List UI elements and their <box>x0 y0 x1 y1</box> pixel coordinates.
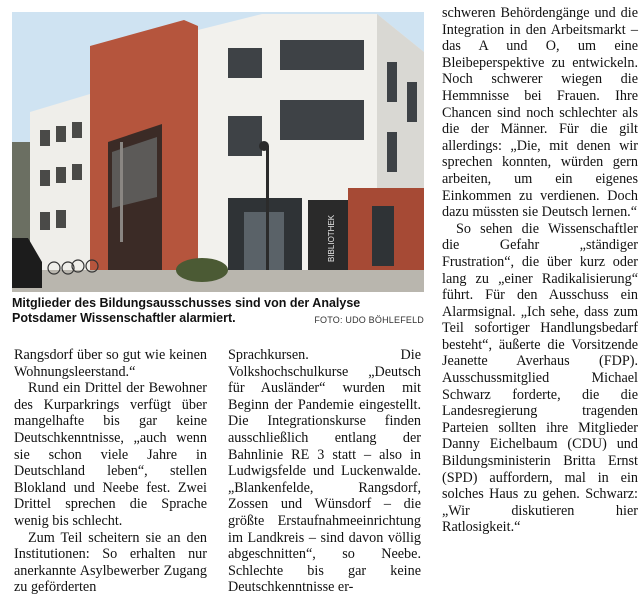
photo-caption: Mitglieder des Bildungsausschusses sind von der Analyse Potsdamer Wissenschaftler alarmiert. <box>12 296 361 325</box>
photo-credit: FOTO: UDO BÖHLEFELD <box>314 315 424 325</box>
text-column-3 <box>442 5 638 536</box>
left-building <box>30 94 90 274</box>
bush <box>176 258 228 282</box>
article-photo <box>12 12 424 292</box>
library-sign-text: BIBLIOTHEK <box>327 214 336 262</box>
library-building-illustration <box>12 12 424 292</box>
paragraph: Rund ein Drittel der Bewohner des Kurparkrings verfügt über mangelhafte bis gar keine Deutschkenntnisse, „auch wenn sie schon viele Jahre in Deutschland leben“, stellen Blokland und Neebe fest. Zwei Drittel sprechen die Sprache wenig bis schlecht. <box>14 380 207 529</box>
paragraph: schweren Behördengänge und die Integration in den Arbeitsmarkt – das A und O, um eine Bleibeperspektive zu entwickeln. Noch schwerer wiegen die Hemmnisse bei Frauen. Ihre Chancen sind noch schlechter als die der Männer. Für die gilt allerdings: „Die, mit denen wir sprechen konnten, würden gern arbeiten, um ein eigenes Einkommen zu verdienen. Doch dazu müssten sie Deutsch lernen.“ <box>442 5 638 221</box>
paragraph: Sprachkursen. Die Volkshochschulkurse „Deutsch für Ausländer“ wurden mit Beginn der Pandemie eingestellt. Die Integrationskurse finden ausschließlich entlang der Bahnlinie RE 3 statt – also in Ludwigsfelde und Luckenwalde. „Blankenfelde, Rangsdorf, Zossen und Wünsdorf – die größte Erstaufnahmeeinrichtung im Landkreis – sind davon völlig abgeschnitten“, so Neebe. Schlechte bis gar keine Deutschkenntnisse er- <box>228 347 421 596</box>
text-column-2 <box>228 347 421 596</box>
paragraph: So sehen die Wissenschaftler die Gefahr „ständiger Frustration“, die über kurz oder lang zu „einer Radikalisierung“ führt. Für den Ausschuss ein Alarmsignal. „Ich sehe, dass zum Teil sofortiger Handlungsbedarf besteht“, äußerte die Vorsitzende Jeanette Averhaus (FDP). Ausschussmitglied Michael Schwarz forderte, die die Landesregierung tragenden Parteien sollten ihre Mitglieder Danny Eichelbaum (CDU) und Bildungsministerin Britta Ernst (SPD) auffordern, mal in ein solches Haus zu gehen. Schwarz: „Wir diskutieren hier Ratlosigkeit.“ <box>442 220 638 536</box>
paragraph: Zum Teil scheitern sie an den Institutionen: So erhalten nur anerkannte Asylbewerber Zugang zu geförderten <box>14 529 207 596</box>
paragraph: Rangsdorf über so gut wie keinen Wohnungsleerstand.“ <box>14 347 207 380</box>
text-column-1 <box>14 347 207 596</box>
lamp-post <box>266 146 269 274</box>
